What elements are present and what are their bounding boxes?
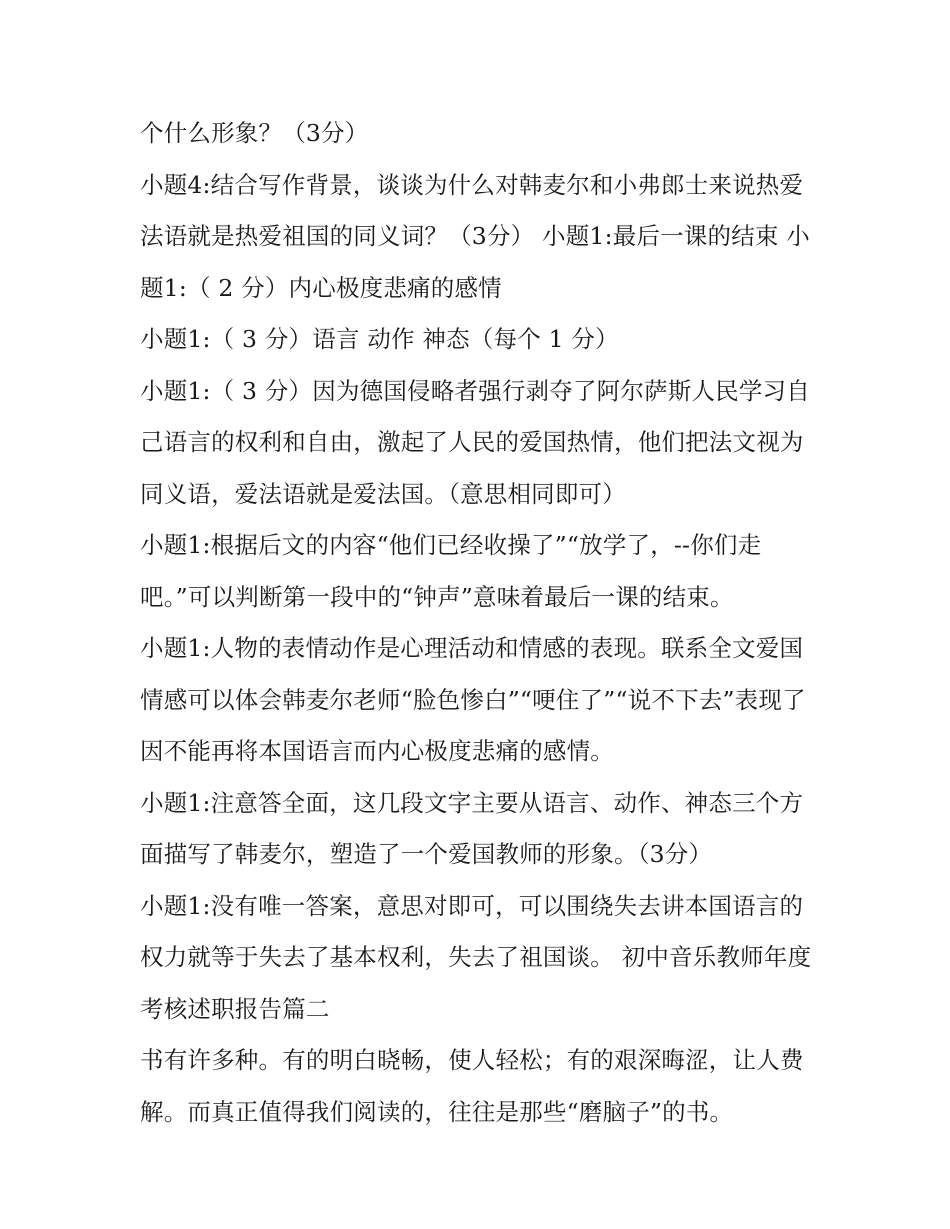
paragraph: 小题1:没有唯一答案，意思对即可，可以围绕失去讲本国语言的权力就等于失去了基本权利，失去了祖国谈。 初中音乐教师年度考核述职报告篇二 — [140, 891, 812, 1023]
paragraph: 小题1:人物的表情动作是心理活动和情感的表现。联系全文爱国情感可以体会韩麦尔老师“脸色惨白”“哽住了”“说不下去”表现了因不能再将本国语言而内心极度悲痛的感情。 — [140, 634, 806, 765]
paragraph: 小题1:注意答全面，这几段文字主要从语言、动作、神态三个方面描写了韩麦尔，塑造了一个爱国教师的形象。（3分） — [140, 788, 804, 868]
document-body — [140, 108, 820, 1138]
paragraph: 个什么形象？（3分） — [140, 119, 369, 147]
paragraph: 小题1:（ 3 分）因为德国侵略者强行剥夺了阿尔萨斯人民学习自己语言的权利和自由，激起了人民的爱国热情，他们把法文视为同义语，爱法语就是爱法国。（意思相同即可） — [140, 376, 810, 508]
paragraph: 书有许多种。有的明白晓畅，使人轻松；有的艰深晦涩，让人费解。而真正值得我们阅读的，往往是那些“磨脑子”的书。 — [140, 1046, 804, 1126]
paragraph: 小题1:（ 3 分）语言 动作 神态（每个 1 分） — [140, 325, 619, 353]
paragraph: 小题1:根据后文的内容“他们已经收操了”“放学了，--你们走吧。”可以判断第一段中的“钟声”意味着最后一课的结束。 — [140, 531, 762, 611]
paragraph: 小题4:结合写作背景，谈谈为什么对韩麦尔和小弗郎士来说热爱法语就是热爱祖国的同义词？（3分） 小题1:最后一课的结束 小题1:（ 2 分）内心极度悲痛的感情 — [140, 170, 810, 302]
